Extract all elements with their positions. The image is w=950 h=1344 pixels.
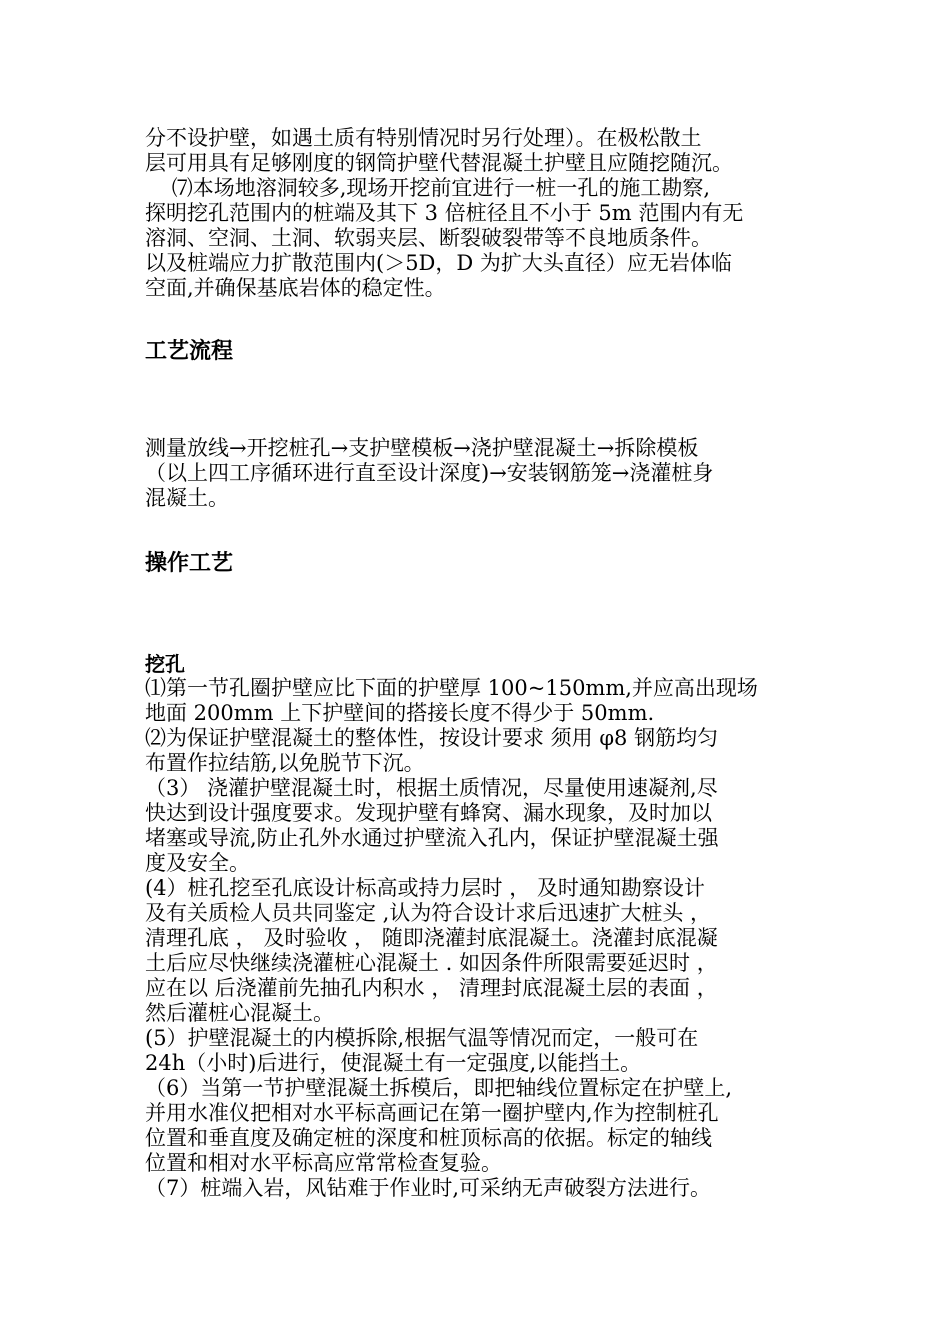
text-line: 24h（小时)后进行，使混凝土有一定强度,以能挡土。	[145, 1051, 642, 1075]
text-line: 分不设护壁，如遇土质有特别情况时另行处理）。在极松散土	[145, 126, 702, 150]
text-line: ⑵为保证护壁混凝土的整体性，按设计要求 须用 φ8 钢筋均匀	[145, 726, 719, 750]
text-line: 测量放线→开挖桩孔→支护壁模板→浇护壁混凝土→拆除模板	[145, 436, 699, 460]
section-heading-operation: 操作工艺	[145, 551, 234, 576]
text-line: （7）桩端入岩，风钻难于作业时,可采纳无声破裂方法进行。	[145, 1176, 712, 1200]
text-line: 土后应尽快继续浇灌桩心混凝土 . 如因条件所限需要延迟时 ，	[145, 951, 718, 975]
operation-paragraph	[145, 676, 815, 1201]
text-line: 堵塞或导流,防止孔外水通过护壁流入孔内，保证护壁混凝土强	[145, 826, 719, 850]
text-line: （以上四工序循环进行直至设计深度)→安装钢筋笼→浇灌桩身	[145, 461, 714, 485]
text-line: 层可用具有足够刚度的钢筒护壁代替混凝土护壁且应随挖随沉。	[145, 151, 733, 175]
text-line: 地面 200mm 上下护壁间的搭接长度不得少于 50mm.	[145, 701, 655, 725]
text-line: 清理孔底 ， 及时验收 ， 随即浇灌封底混凝土。浇灌封底混凝	[145, 926, 718, 950]
text-line: 布置作拉结筋,以免脱节下沉。	[145, 751, 425, 775]
text-line: 应在以 后浇灌前先抽孔内积水 ， 清理封底混凝土层的表面 ，	[145, 976, 718, 1000]
text-line: 快达到设计强度要求。发现护壁有蜂窝、漏水现象，及时加以	[145, 801, 712, 825]
process-paragraph	[145, 436, 815, 511]
text-line: (4）桩孔挖至孔底设计标高或持力层时 ， 及时通知勘察设计	[145, 876, 705, 900]
text-line: ⑴第一节孔圈护壁应比下面的护壁厚 100~150mm,并应高出现场	[145, 676, 758, 700]
text-line: 然后灌桩心混凝土。	[145, 1001, 334, 1025]
text-line: 度及安全。	[145, 851, 250, 875]
section-heading-process: 工艺流程	[145, 339, 234, 364]
text-line: 位置和垂直度及确定桩的深度和桩顶标高的依据。标定的轴线	[145, 1126, 712, 1150]
text-line: （3） 浇灌护壁混凝土时，根据土质情况，尽量使用速凝剂,尽	[145, 776, 718, 800]
subheading-digging: 挖孔	[145, 652, 185, 676]
text-line: 空面,并确保基底岩体的稳定性。	[145, 276, 446, 300]
text-line: 及有关质检人员共同鉴定 ,认为符合设计求后迅速扩大桩头 ，	[145, 901, 712, 925]
intro-paragraph	[145, 126, 815, 301]
text-line: ⑺本场地溶洞较多,现场开挖前宜进行一桩一孔的施工勘察,	[145, 176, 711, 200]
text-line: 溶洞、空洞、土洞、软弱夹层、断裂破裂带等不良地质条件。	[145, 226, 712, 250]
text-line: 位置和相对水平标高应常常检查复验。	[145, 1151, 502, 1175]
text-line: 并用水准仪把相对水平标高画记在第一圈护壁内,作为控制桩孔	[145, 1101, 719, 1125]
text-line: 探明挖孔范围内的桩端及其下 3 倍桩径且不小于 5m 范围内有无	[145, 201, 744, 225]
text-line: 混凝土。	[145, 486, 229, 510]
text-line: 以及桩端应力扩散范围内(＞5D，D 为扩大头直径）应无岩体临	[145, 251, 732, 275]
text-line: (5）护壁混凝土的内模拆除,根据气温等情况而定，一般可在	[145, 1026, 699, 1050]
text-line: （6）当第一节护壁混凝土拆模后，即把轴线位置标定在护壁上,	[145, 1076, 733, 1100]
